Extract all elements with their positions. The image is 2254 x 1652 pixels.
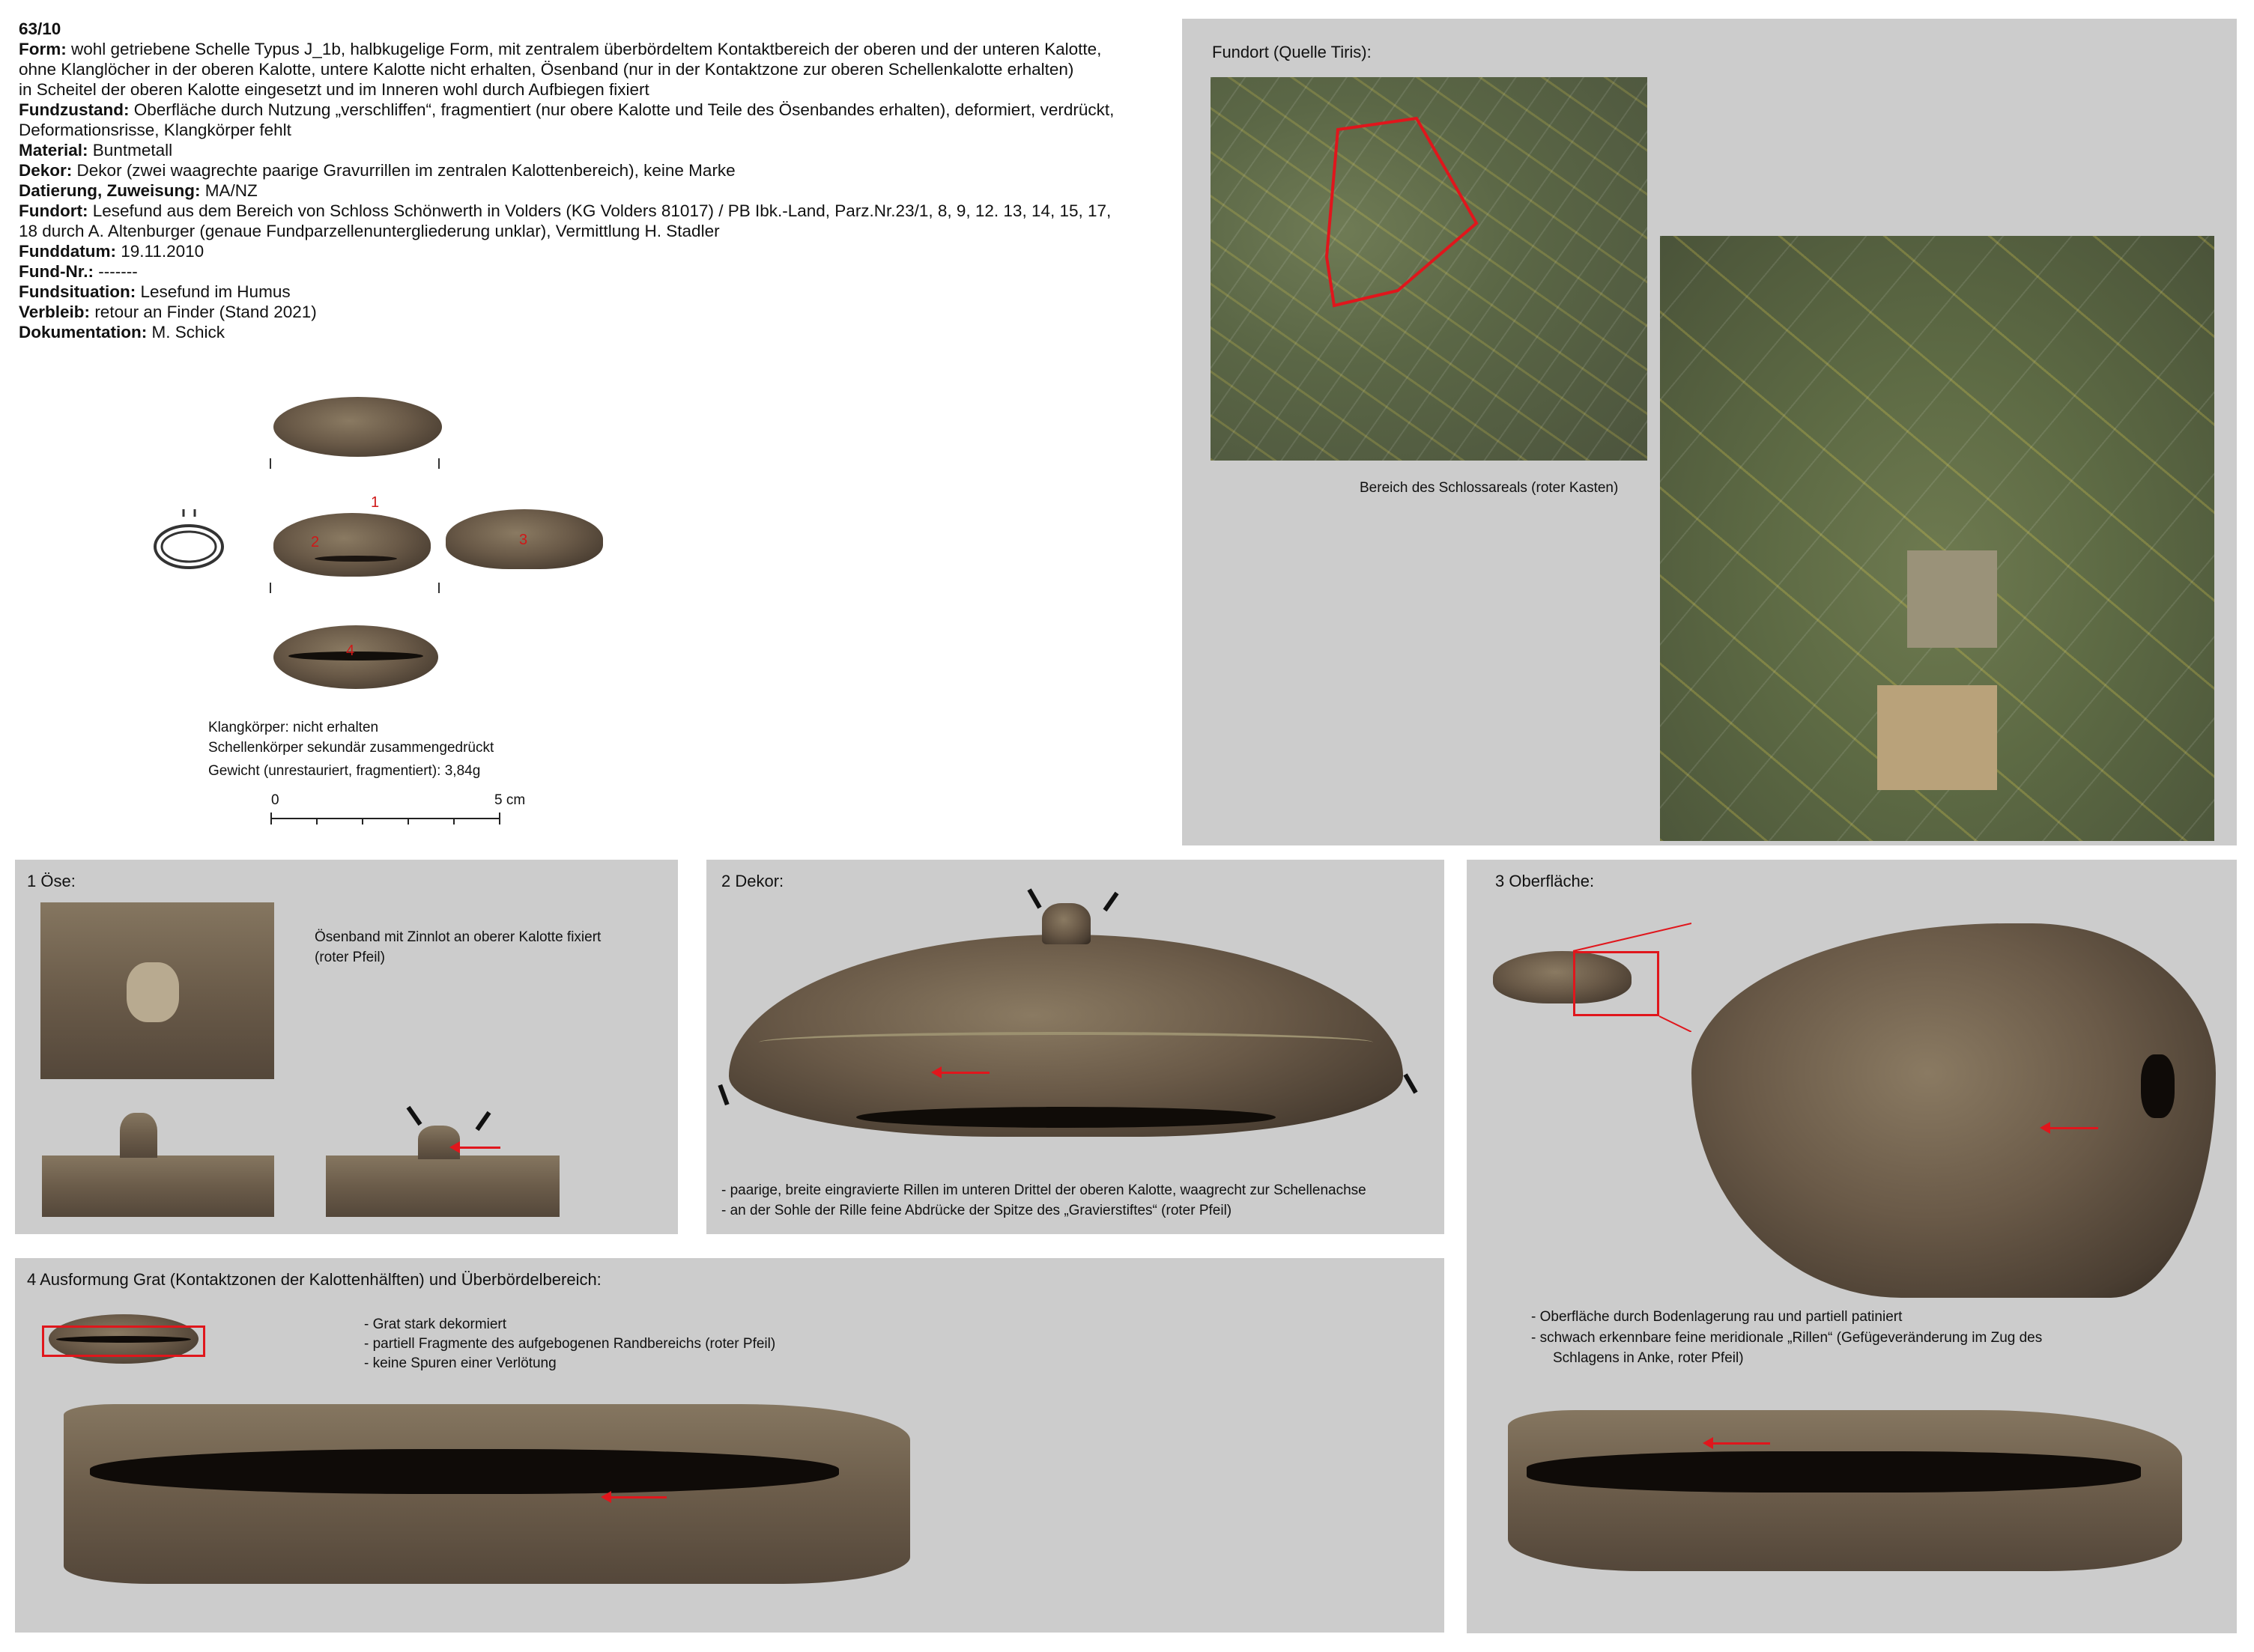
- oberflaeche-grat-arrow: [1710, 1442, 1770, 1445]
- bell-top-view: [273, 397, 442, 457]
- fundort-text: Lesefund aus dem Bereich von Schloss Schönwerth in Volders (KG Volders 81017) / PB Ibk.-Land, Parz.Nr.23/1, 8, 9, 12. 13, 14, 15, 17,: [92, 201, 1112, 220]
- parcel-building: [1877, 685, 1997, 790]
- dekor-tick-mark: [1103, 892, 1119, 911]
- align-tick: [270, 583, 271, 593]
- oese-tick-mark: [407, 1106, 422, 1126]
- fundort-panel: [1182, 19, 2237, 845]
- form-label: Form:: [19, 40, 67, 58]
- dekor-red-arrow: [939, 1072, 990, 1074]
- material-text: Buntmetall: [92, 141, 173, 160]
- scale-start-label: 0: [271, 792, 279, 808]
- funddatum-label: Funddatum:: [19, 242, 116, 261]
- scale-end-label: 5 cm: [494, 792, 526, 808]
- panel-oese-title: 1 Öse:: [27, 872, 76, 890]
- view-label-4: 4: [346, 643, 355, 659]
- object-views: [0, 374, 674, 854]
- dekor-caption-2: - an der Sohle der Rille feine Abdrücke der Spitze des „Gravierstiftes“ (roter Pfeil): [721, 1203, 1232, 1218]
- record-id: 63/10: [19, 19, 61, 38]
- align-tick: [438, 458, 440, 469]
- fundsituation-text: Lesefund im Humus: [140, 282, 291, 301]
- oese-side-photo: [42, 1156, 274, 1217]
- grat-caption-3: - keine Spuren einer Verlötung: [364, 1355, 557, 1371]
- aerial-map-detail: [1660, 236, 2214, 841]
- fundort-label: Fundort:: [19, 201, 88, 220]
- note-schellenkoerper: Schellenkörper sekundär zusammengedrückt: [208, 740, 494, 756]
- dekor-text: Dekor (zwei waagrechte paarige Gravurrillen im zentralen Kalottenbereich), keine Marke: [76, 161, 736, 180]
- fundort-panel-title: Fundort (Quelle Tiris):: [1212, 43, 1372, 61]
- dokumentation-text: M. Schick: [151, 323, 225, 341]
- grat-detail-gap: [90, 1449, 839, 1494]
- dekor-bottom-opening: [856, 1107, 1276, 1128]
- bell-bottom-opening: [288, 652, 423, 661]
- find-record-header: [19, 19, 1165, 342]
- panel-dekor: [706, 860, 1444, 1234]
- form-text-3: in Scheitel der oberen Kalotte eingesetzt und im Inneren wohl durch Aufbiegen fixiert: [19, 80, 649, 99]
- dekor-tick-mark: [1403, 1073, 1417, 1093]
- datierung-label: Datierung, Zuweisung:: [19, 181, 201, 200]
- panel-dekor-title: 2 Dekor:: [721, 872, 784, 890]
- view-label-3: 3: [519, 532, 528, 548]
- fundzustand-label: Fundzustand:: [19, 100, 130, 119]
- aerial-map-overview: [1211, 77, 1647, 461]
- dekor-groove-line: [759, 1032, 1373, 1053]
- fundnr-text: -------: [98, 262, 138, 281]
- fundsituation-label: Fundsituation:: [19, 282, 136, 301]
- oberflaeche-red-arrow: [2047, 1127, 2098, 1129]
- panel-grat: [15, 1258, 1444, 1633]
- dekor-label: Dekor:: [19, 161, 73, 180]
- bell-front-view: [273, 513, 431, 577]
- oese-tick-mark: [476, 1111, 491, 1131]
- view-label-1: 1: [371, 494, 380, 511]
- panel-grat-title: 4 Ausformung Grat (Kontaktzonen der Kalottenhälften) und Überbördelbereich:: [27, 1270, 602, 1289]
- section-drawing-icon: [150, 509, 232, 577]
- oberflaeche-hole: [2141, 1054, 2175, 1118]
- parcel-site: [1907, 550, 1997, 648]
- dokumentation-label: Dokumentation:: [19, 323, 148, 341]
- grat-red-arrow: [608, 1496, 667, 1498]
- material-label: Material:: [19, 141, 88, 160]
- note-klangkoerper: Klangkörper: nicht erhalten: [208, 720, 379, 735]
- note-gewicht: Gewicht (unrestauriert, fragmentiert): 3,84g: [208, 763, 481, 779]
- scale-bar: [270, 811, 509, 826]
- oese-caption-2: (roter Pfeil): [315, 950, 385, 965]
- align-tick: [270, 458, 271, 469]
- fundnr-label: Fund-Nr.:: [19, 262, 94, 281]
- oberflaeche-grat-gap: [1527, 1451, 2141, 1492]
- grat-caption-1: - Grat stark dekormiert: [364, 1317, 507, 1332]
- verbleib-label: Verbleib:: [19, 303, 91, 321]
- grat-highlight-box: [42, 1325, 205, 1357]
- align-tick: [438, 583, 440, 593]
- oberflaeche-caption-3: Schlagens in Anke, roter Pfeil): [1553, 1350, 1744, 1366]
- bell-front-slit: [315, 556, 397, 562]
- oese-marked-photo: [326, 1156, 560, 1217]
- grat-caption-2: - partiell Fragmente des aufgebogenen Randbereichs (roter Pfeil): [364, 1336, 776, 1352]
- panel-oberflaeche-title: 3 Oberfläche:: [1495, 872, 1595, 890]
- dekor-caption-1: - paarige, breite eingravierte Rillen im unteren Drittel der oberen Kalotte, waagrecht zur Schellenachse: [721, 1182, 1366, 1198]
- oese-closeup-photo: [40, 902, 274, 1079]
- red-outline-icon: [1211, 77, 1647, 461]
- fundzustand-text: Oberfläche durch Nutzung „verschliffen“, fragmentiert (nur obere Kalotte und Teile des Ösenbandes erhalten), deformiert, verdrückt,: [133, 100, 1115, 119]
- dekor-tick-mark: [718, 1084, 729, 1105]
- view-label-2: 2: [311, 534, 320, 550]
- map-caption: Bereich des Schlossareals (roter Kasten): [1360, 480, 1619, 496]
- oese-red-arrow: [457, 1147, 500, 1149]
- panel-oberflaeche: [1467, 860, 2237, 1633]
- oberflaeche-caption-2: - schwach erkennbare feine meridionale „Rillen“ (Gefügeveränderung im Zug des: [1531, 1330, 2043, 1346]
- grat-detail-photo: [64, 1404, 910, 1584]
- oese-solder-spot: [127, 962, 179, 1022]
- oberflaeche-caption-1: - Oberfläche durch Bodenlagerung rau und partiell patiniert: [1531, 1309, 1903, 1325]
- zoom-connector-lines: [1467, 860, 1691, 1032]
- form-text-2: ohne Klanglöcher in der oberen Kalotte, untere Kalotte nicht erhalten, Ösenband (nur in der Kontaktzone zur oberen Schellenkalotte erhalten): [19, 60, 1074, 79]
- form-text: wohl getriebene Schelle Typus J_1b, halbkugelige Form, mit zentralem überbördeltem Kontaktbereich der oberen und der unteren Kalotte,: [71, 40, 1102, 58]
- oese-caption-1: Ösenband mit Zinnlot an oberer Kalotte fixiert: [315, 929, 602, 945]
- datierung-text: MA/NZ: [205, 181, 258, 200]
- oberflaeche-detail-photo: [1691, 923, 2216, 1298]
- funddatum-text: 19.11.2010: [121, 242, 205, 261]
- verbleib-text: retour an Finder (Stand 2021): [94, 303, 317, 321]
- fundort-text-2: 18 durch A. Altenburger (genaue Fundparzellenuntergliederung unklar), Vermittlung H. Stadler: [19, 222, 720, 240]
- oese-top-photo-left: [120, 1113, 157, 1158]
- dekor-bell-knob: [1042, 903, 1091, 944]
- panel-oese: [15, 860, 678, 1234]
- dekor-tick-mark: [1027, 888, 1041, 908]
- fundzustand-text-2: Deformationsrisse, Klangkörper fehlt: [19, 121, 291, 139]
